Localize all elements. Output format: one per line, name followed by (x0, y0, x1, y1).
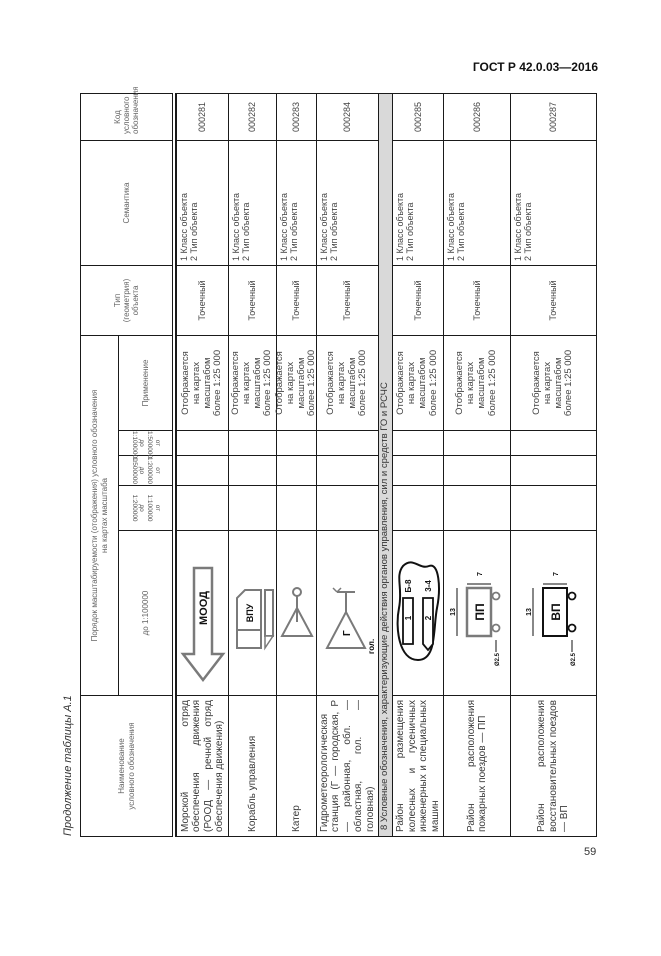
section-title: 8 Условные обозначения, характеризующие действия органов управления, сил и средств ГО и РСЧС (379, 382, 391, 830)
header-scale-2-text: от 1:200000 до 1:500000 (130, 456, 162, 485)
code-cell (316, 93, 379, 141)
svg-text:7: 7 (552, 572, 560, 576)
application-cell (443, 335, 511, 431)
scale-cell (443, 430, 511, 456)
header-scale-3 (118, 430, 173, 462)
application-text: Отображается на картах масштабом более 1:25 000 (395, 349, 439, 417)
header-code (80, 86, 173, 141)
type-cell (228, 265, 277, 336)
row-name-text: Район размещения колесных и гусеничных инженерных и специальных машин (395, 700, 441, 832)
symbol-cell (510, 530, 597, 696)
scale-cell (392, 430, 444, 456)
scale-cell (276, 455, 317, 486)
row-name-text: Гидрометеорологическая станция (Г — городская, Р — районная, обл. — областная, гол. — головная) (318, 700, 376, 832)
table-caption-wrap (62, 695, 78, 956)
type-text: Точечный (342, 280, 353, 321)
application-cell (176, 335, 229, 431)
row-name-text: Корабль управления (246, 735, 258, 832)
semantics-cell (228, 140, 277, 266)
application-cell (273, 335, 318, 431)
svg-text:ПП: ПП (473, 603, 487, 621)
header-scale-3-text: от 1:500000 до 1:1000000 (130, 431, 162, 462)
scale-cell (443, 455, 511, 486)
application-text: Отображается на картах масштабом более 1:25 000 (179, 349, 224, 417)
type-text: Точечный (291, 280, 302, 321)
semantics-line: 1 Класс объекта (231, 192, 241, 261)
symbol-cell (443, 530, 511, 696)
semantics-cell (316, 140, 379, 266)
standard-title: ГОСТ Р 42.0.03—2016 (472, 60, 598, 74)
header-type (80, 265, 173, 336)
row-name (276, 695, 317, 837)
semantics-line: 2 Тип объекта (189, 202, 200, 261)
arrow-down-mood-icon (179, 538, 227, 688)
scale-cell (392, 485, 444, 531)
row-name-text: Катер (290, 805, 302, 832)
scale-cell (228, 430, 277, 456)
svg-text:Б-8: Б-8 (404, 579, 413, 593)
semantics-line: 2 Тип объекта (289, 202, 300, 261)
header-name (80, 695, 173, 837)
application-cell (510, 335, 597, 431)
code-text: 000281 (197, 101, 208, 133)
row-name (510, 695, 597, 837)
svg-text:7: 7 (477, 572, 484, 576)
scale-cell (176, 430, 229, 456)
row-name (443, 695, 511, 837)
scale-cell (228, 455, 277, 486)
svg-text:ВПУ: ВПУ (244, 603, 255, 623)
svg-text:Ø2.5: Ø2.5 (495, 652, 501, 666)
scale-cell (316, 455, 379, 486)
type-text: Точечный (247, 280, 258, 321)
type-cell (316, 265, 379, 336)
application-text: Отображается на картах масштабом более 1:25 000 (324, 349, 369, 417)
scale-cell (276, 430, 317, 456)
symbol-cell (276, 530, 317, 696)
header-type-text: Тип (геометрия) объекта (112, 278, 141, 323)
type-text: Точечный (197, 280, 208, 321)
header-name-text: Наименование условного обозначения (117, 722, 136, 810)
vehicle-area-icon (393, 538, 443, 688)
header-scale-1-text: от 1:100000 до 1:200000 (130, 494, 162, 522)
boat-triangle-icon (278, 538, 316, 688)
header-semantics (80, 140, 173, 266)
code-cell (443, 93, 511, 141)
symbol-cell (228, 530, 277, 696)
scale-cell (510, 430, 597, 456)
type-cell (443, 265, 511, 336)
code-cell (228, 93, 277, 141)
semantics-line: 2 Тип объекта (241, 202, 252, 261)
semantics-line: 1 Класс объекта (179, 192, 189, 261)
header-scale-group-text: Порядок масштабируемости (отображения) условного обозначения на картах масштаба (90, 389, 109, 642)
type-text: Точечный (412, 280, 423, 321)
row-name (228, 695, 277, 837)
row-name-text: Район расположения пожарных поездов — ПП (465, 700, 488, 832)
recovery-train-icon (519, 538, 589, 688)
type-text: Точечный (548, 280, 559, 321)
row-name-text: Район расположения восстановительных поездов — ВП (536, 700, 571, 832)
scale-cell (510, 455, 597, 486)
semantics-line: 1 Класс объекта (395, 192, 405, 261)
table-caption: Продолжение таблицы А.1 (62, 695, 74, 836)
application-cell (228, 335, 277, 431)
semantics-line: 1 Класс объекта (446, 192, 456, 261)
semantics-line: 1 Класс объекта (279, 192, 289, 261)
ship-vpu-icon (231, 538, 275, 688)
svg-text:Г: Г (341, 630, 353, 636)
code-text: 000282 (247, 101, 258, 133)
section-header (378, 93, 393, 837)
symbol-cell (176, 530, 229, 696)
semantics-cell (510, 140, 597, 266)
scale-cell (228, 485, 277, 531)
code-cell (276, 93, 317, 141)
row-name-text: Морской отряд обеспечения движения (РООД — речной отряд обеспечения движения) (179, 700, 225, 832)
svg-text:МООД: МООД (197, 591, 210, 625)
code-cell (392, 93, 444, 141)
application-text: Отображается на картах масштабом более 1:25 000 (454, 349, 498, 417)
code-text: 000286 (471, 101, 482, 133)
semantics-line: 2 Тип объекта (523, 202, 534, 261)
svg-text:гол.: гол. (366, 638, 376, 654)
semantics-cell (276, 140, 317, 266)
row-name (392, 695, 444, 837)
row-name (176, 695, 229, 837)
svg-text:1: 1 (404, 615, 413, 621)
symbol-cell (392, 530, 444, 696)
scale-cell (176, 485, 229, 531)
header-scale-0 (118, 530, 173, 696)
svg-text:3-4: 3-4 (424, 580, 433, 592)
semantics-line: 1 Класс объекта (513, 192, 523, 261)
code-text: 000283 (291, 101, 302, 133)
header-scale-1 (118, 485, 173, 531)
semantics-cell (176, 140, 229, 266)
svg-text:Ø2.5: Ø2.5 (570, 652, 577, 666)
scale-cell (176, 455, 229, 486)
symbol-cell (316, 530, 379, 696)
type-cell (392, 265, 444, 336)
svg-text:ВП: ВП (548, 603, 563, 621)
header-scale-group (80, 335, 119, 696)
scale-cell (443, 485, 511, 531)
scale-cell (316, 430, 379, 456)
application-text: Отображается на картах масштабом более 1:25 000 (530, 349, 575, 417)
code-text: 000287 (548, 101, 559, 133)
type-cell (176, 265, 229, 336)
symbols-table (80, 86, 597, 837)
application-cell (392, 335, 444, 431)
type-text: Точечный (471, 280, 482, 321)
page-number: 59 (584, 846, 597, 858)
row-name (316, 695, 379, 837)
code-text: 000284 (342, 101, 353, 133)
semantics-line: 2 Тип объекта (456, 202, 467, 261)
header-code-text: Код условного обозначения (112, 86, 141, 134)
code-cell (176, 93, 229, 141)
scale-cell (510, 485, 597, 531)
semantics-cell (392, 140, 444, 266)
semantics-line: 2 Тип объекта (329, 202, 340, 261)
svg-text:13: 13 (525, 608, 533, 616)
application-text: Отображается на картах масштабом более 1:25 000 (229, 349, 274, 417)
type-cell (510, 265, 597, 336)
hydromet-station-icon (319, 538, 377, 688)
header-semantics-text: Семантика (121, 182, 131, 224)
fire-train-icon (445, 538, 509, 688)
scale-cell (276, 485, 317, 531)
application-text: Отображается на картах масштабом более 1:25 000 (273, 349, 318, 417)
application-cell (316, 335, 379, 431)
semantics-cell (443, 140, 511, 266)
header-application-text: Применение (140, 359, 150, 407)
header-scale-0-text: до 1:100000 (140, 590, 150, 636)
semantics-line: 1 Класс объекта (319, 192, 329, 261)
header-scale-2 (118, 455, 173, 486)
svg-text:2: 2 (424, 615, 433, 621)
type-cell (276, 265, 317, 336)
svg-text:13: 13 (450, 608, 457, 616)
code-cell (510, 93, 597, 141)
header-application (118, 335, 173, 431)
scale-cell (392, 455, 444, 486)
code-text: 000285 (412, 101, 423, 133)
scale-cell (316, 485, 379, 531)
semantics-line: 2 Тип объекта (405, 202, 416, 261)
